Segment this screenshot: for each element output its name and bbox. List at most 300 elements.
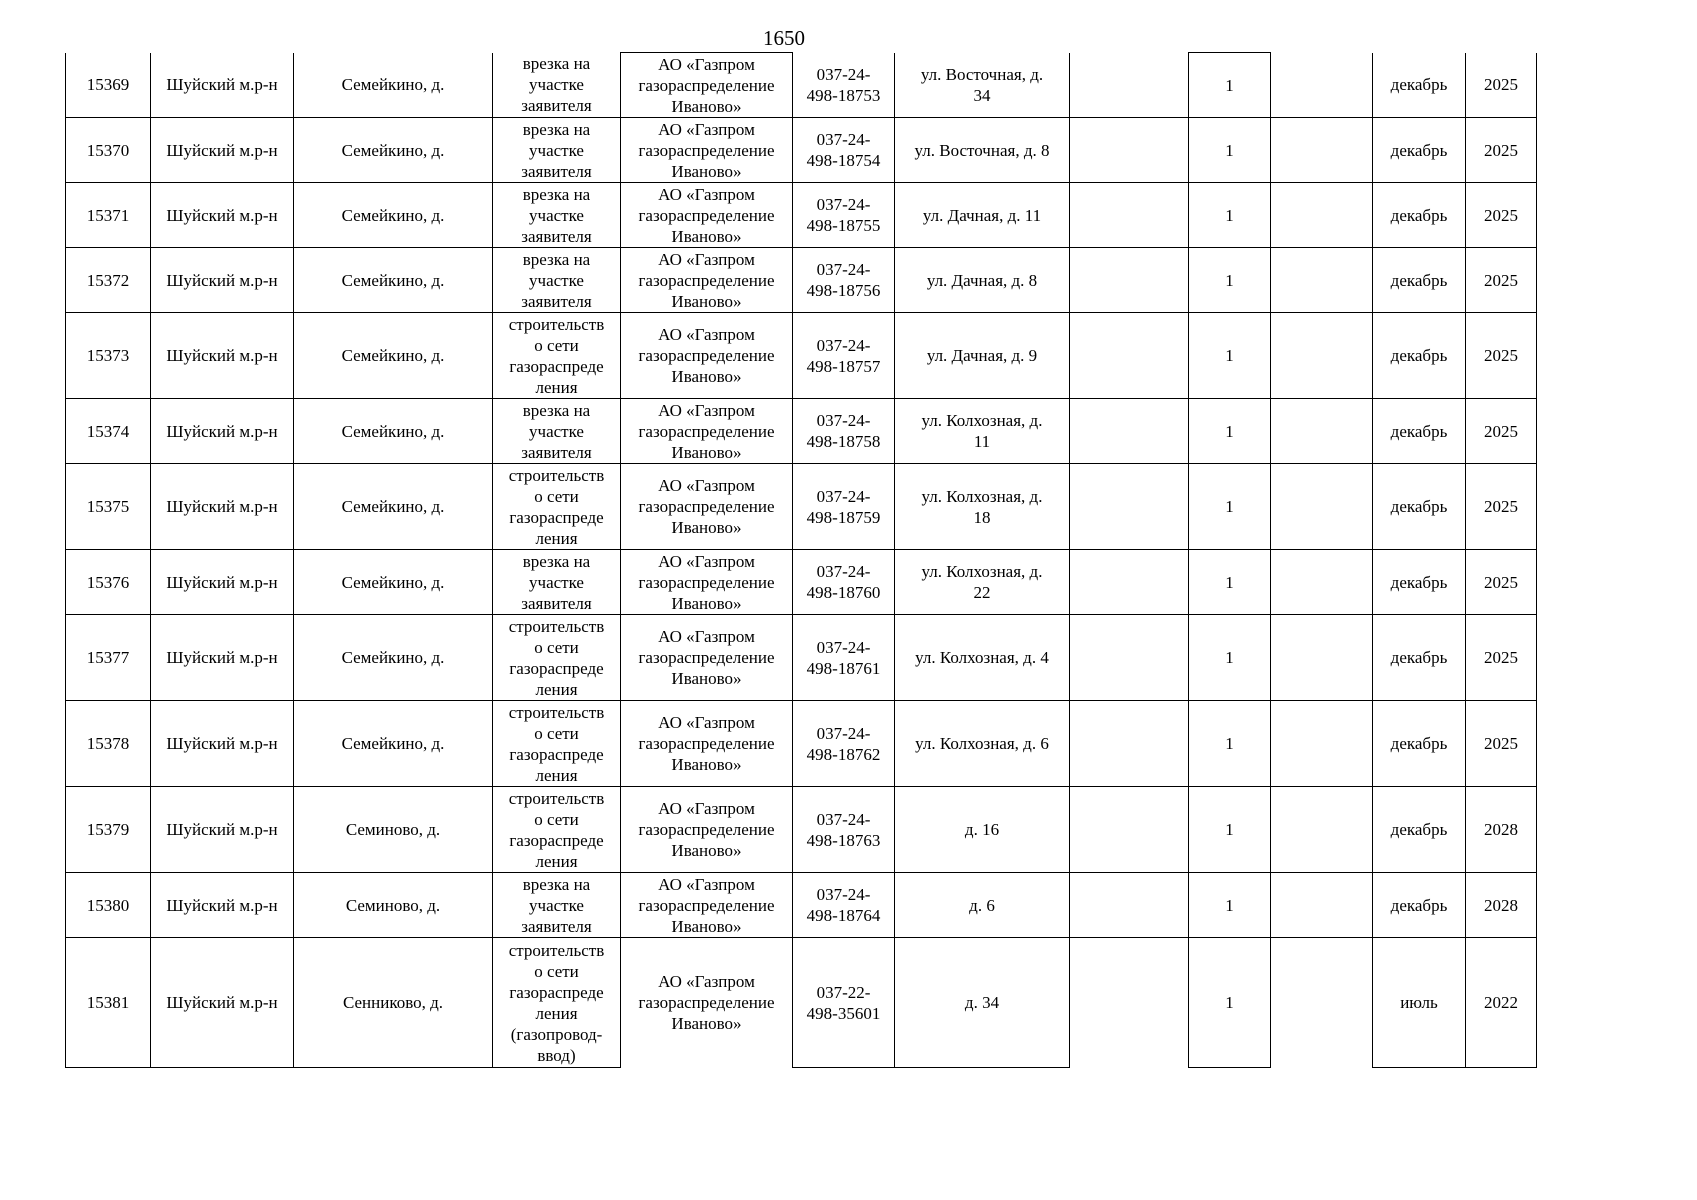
work-type-cell-text: врезка на участке заявителя [521,54,592,116]
district-cell-text: Шуйский м.р-н [166,140,278,160]
district-cell [151,873,294,938]
empty-cell [1271,550,1373,615]
record-number-cell [66,615,151,701]
table-row [66,464,1537,550]
district-cell-text: Шуйский м.р-н [166,421,278,441]
quantity-cell-text: 1 [1225,205,1234,225]
operator-cell [621,313,793,399]
operator-cell-text: АО «Газпром газораспределение Иваново» [638,249,775,311]
operator-cell [621,464,793,550]
operator-cell-text: АО «Газпром газораспределение Иваново» [638,54,775,116]
year-cell-text: 2025 [1484,75,1518,95]
locality-cell-text: Семиново, д. [345,820,441,839]
quantity-cell [1189,550,1271,615]
year-cell-text: 2025 [1484,140,1518,160]
locality-cell [294,118,493,183]
district-cell-text: Шуйский м.р-н [166,346,278,365]
operator-cell [621,787,793,873]
quantity-cell-text: 1 [1225,270,1234,290]
district-cell-text: Шуйский м.р-н [166,75,278,95]
address-cell [895,399,1070,464]
work-type-cell [493,787,621,873]
district-cell-text: Шуйский м.р-н [166,820,278,839]
operator-cell [621,701,793,787]
quantity-cell-text: 1 [1225,497,1234,516]
locality-cell [294,248,493,313]
work-type-cell [493,183,621,248]
record-number-cell-text: 15378 [86,734,130,753]
month-cell-text: декабрь [1390,140,1448,160]
locality-cell-text: Семейкино, д. [341,75,445,95]
registration-code-cell [793,701,895,787]
locality-cell-text: Семейкино, д. [341,140,445,160]
empty-cell [1271,399,1373,464]
month-cell [1373,248,1466,313]
table-row [66,118,1537,183]
registration-code-cell [793,464,895,550]
registration-code-cell [793,313,895,399]
record-number-cell-text: 15374 [86,421,130,441]
record-number-cell-text: 15375 [86,497,130,516]
operator-cell-text: АО «Газпром газораспределение Иваново» [638,799,775,860]
operator-cell [621,399,793,464]
operator-cell-text: АО «Газпром газораспределение Иваново» [638,627,775,688]
record-number-cell-text: 15372 [86,270,130,290]
month-cell [1373,399,1466,464]
registration-code-cell [793,399,895,464]
record-number-cell-text: 15377 [86,648,130,667]
table-row [66,873,1537,938]
empty-cell [1070,183,1189,248]
month-cell [1373,183,1466,248]
locality-cell-text: Сенниково, д. [342,993,444,1012]
district-cell-text: Шуйский м.р-н [166,993,278,1012]
district-cell [151,118,294,183]
registration-code-cell [793,53,895,118]
empty-cell [1271,873,1373,938]
empty-cell [1271,701,1373,787]
locality-cell-text: Семейкино, д. [341,497,445,516]
empty-cell [1271,118,1373,183]
registration-code-cell [793,615,895,701]
record-number-cell [66,464,151,550]
quantity-cell-text: 1 [1225,648,1234,667]
work-type-cell [493,399,621,464]
record-number-cell-text: 15373 [86,346,130,365]
locality-cell-text: Семейкино, д. [341,648,445,667]
quantity-cell [1189,183,1271,248]
year-cell-text: 2025 [1484,205,1518,225]
year-cell-text: 2028 [1484,820,1518,839]
address-cell [895,118,1070,183]
district-cell-text: Шуйский м.р-н [166,648,278,667]
locality-cell [294,550,493,615]
record-number-cell-text: 15379 [86,820,130,839]
locality-cell-text: Семейкино, д. [341,421,445,441]
quantity-cell [1189,615,1271,701]
record-number-cell [66,248,151,313]
year-cell [1466,464,1537,550]
year-cell [1466,550,1537,615]
empty-cell [1070,550,1189,615]
district-cell [151,938,294,1068]
locality-cell [294,938,493,1068]
month-cell-text: декабрь [1390,75,1448,95]
work-type-cell-text: строительств о сети газораспреде ления (газопровод- ввод) [508,940,605,1065]
locality-cell [294,464,493,550]
record-number-cell [66,53,151,118]
year-cell [1466,53,1537,118]
record-number-cell [66,873,151,938]
district-cell-text: Шуйский м.р-н [166,497,278,516]
district-cell [151,550,294,615]
registration-code-cell-text: 037-24- 498-18763 [806,809,881,850]
registration-code-cell-text: 037-24- 498-18759 [806,486,881,527]
district-cell [151,53,294,118]
operator-cell-text: АО «Газпром газораспределение Иваново» [638,551,775,613]
month-cell-text: декабрь [1390,497,1448,516]
work-type-cell [493,938,621,1068]
work-type-cell [493,701,621,787]
operator-cell [621,53,793,118]
table-row [66,787,1537,873]
year-cell-text: 2025 [1484,270,1518,290]
empty-cell [1070,615,1189,701]
year-cell [1466,118,1537,183]
district-cell [151,183,294,248]
address-cell-text: ул. Колхозная, д. 18 [921,486,1043,527]
quantity-cell-text: 1 [1225,993,1234,1012]
address-cell [895,615,1070,701]
registration-code-cell-text: 037-22- 498-35601 [806,982,881,1023]
table-row [66,183,1537,248]
locality-cell-text: Семейкино, д. [341,346,445,365]
registration-code-cell [793,938,895,1068]
record-number-cell [66,787,151,873]
address-cell [895,787,1070,873]
work-type-cell-text: строительств о сети газораспреде ления [508,314,605,397]
operator-cell-text: АО «Газпром газораспределение Иваново» [638,325,775,386]
record-number-cell [66,313,151,399]
record-number-cell [66,938,151,1068]
quantity-cell [1189,938,1271,1068]
work-type-cell-text: строительств о сети газораспреде ления [508,616,605,699]
work-type-cell [493,248,621,313]
operator-cell-text: АО «Газпром газораспределение Иваново» [638,972,775,1034]
month-cell-text: декабрь [1390,346,1448,365]
address-cell-text: ул. Колхозная, д. 6 [915,734,1049,753]
work-type-cell-text: строительств о сети газораспреде ления [508,788,605,871]
quantity-cell-text: 1 [1225,421,1234,441]
locality-cell [294,701,493,787]
operator-cell [621,118,793,183]
work-type-cell-text: врезка на участке заявителя [521,400,592,462]
operator-cell [621,873,793,938]
empty-cell [1070,313,1189,399]
month-cell [1373,313,1466,399]
empty-cell [1271,464,1373,550]
table-row [66,313,1537,399]
year-cell-text: 2025 [1484,346,1518,365]
address-cell [895,464,1070,550]
record-number-cell [66,118,151,183]
locality-cell [294,313,493,399]
registration-code-cell-text: 037-24- 498-18753 [806,64,881,105]
operator-cell-text: АО «Газпром газораспределение Иваново» [638,400,775,462]
registration-code-cell [793,873,895,938]
locality-cell-text: Семейкино, д. [341,734,445,753]
table-row [66,938,1537,1068]
locality-cell-text: Семейкино, д. [341,572,445,592]
operator-cell-text: АО «Газпром газораспределение Иваново» [638,184,775,246]
registration-code-cell-text: 037-24- 498-18764 [806,885,881,925]
empty-cell [1271,313,1373,399]
empty-cell [1070,873,1189,938]
district-cell-text: Шуйский м.р-н [166,572,278,592]
year-cell-text: 2025 [1484,734,1518,753]
work-type-cell [493,550,621,615]
year-cell [1466,183,1537,248]
quantity-cell-text: 1 [1225,895,1234,915]
record-number-cell [66,550,151,615]
address-cell-text: д. 34 [964,993,1000,1012]
locality-cell [294,787,493,873]
address-cell-text: ул. Дачная, д. 11 [922,205,1042,225]
work-type-cell [493,873,621,938]
work-type-cell-text: врезка на участке заявителя [521,184,592,246]
address-cell-text: ул. Дачная, д. 8 [926,270,1038,290]
empty-cell [1271,248,1373,313]
locality-cell-text: Семейкино, д. [341,205,445,225]
empty-cell [1070,118,1189,183]
operator-cell [621,615,793,701]
address-cell [895,313,1070,399]
record-number-cell-text: 15370 [86,140,130,160]
year-cell [1466,787,1537,873]
address-cell [895,701,1070,787]
operator-cell [621,938,793,1068]
address-cell-text: д. 16 [964,820,1000,839]
record-number-cell [66,399,151,464]
record-number-cell-text: 15381 [86,993,130,1012]
table-row [66,53,1537,118]
month-cell [1373,464,1466,550]
work-type-cell-text: врезка на участке заявителя [521,551,592,613]
district-cell [151,313,294,399]
record-number-cell [66,183,151,248]
year-cell [1466,701,1537,787]
work-type-cell-text: врезка на участке заявителя [521,249,592,311]
year-cell-text: 2025 [1484,421,1518,441]
locality-cell [294,183,493,248]
registration-code-cell-text: 037-24- 498-18755 [806,195,881,235]
operator-cell [621,248,793,313]
empty-cell [1070,53,1189,118]
work-type-cell [493,464,621,550]
address-cell [895,248,1070,313]
quantity-cell [1189,118,1271,183]
quantity-cell-text: 1 [1225,820,1234,839]
operator-cell-text: АО «Газпром газораспределение Иваново» [638,713,775,774]
quantity-cell-text: 1 [1225,346,1234,365]
locality-cell [294,53,493,118]
year-cell [1466,313,1537,399]
empty-cell [1271,615,1373,701]
month-cell [1373,118,1466,183]
registration-code-cell-text: 037-24- 498-18757 [806,335,881,376]
record-number-cell-text: 15380 [86,895,130,915]
operator-cell-text: АО «Газпром газораспределение Иваново» [638,119,775,181]
month-cell-text: декабрь [1390,820,1448,839]
district-cell-text: Шуйский м.р-н [166,205,278,225]
month-cell-text: декабрь [1390,648,1448,667]
district-cell-text: Шуйский м.р-н [166,270,278,290]
operator-cell-text: АО «Газпром газораспределение Иваново» [638,476,775,537]
operator-cell-text: АО «Газпром газораспределение Иваново» [638,874,775,936]
month-cell-text: июль [1400,993,1438,1012]
year-cell-text: 2025 [1484,572,1518,592]
empty-cell [1070,464,1189,550]
year-cell-text: 2025 [1484,497,1518,516]
registry-body [66,53,1537,1068]
district-cell [151,615,294,701]
empty-cell [1271,787,1373,873]
table-row [66,399,1537,464]
district-cell [151,248,294,313]
operator-cell [621,550,793,615]
registration-code-cell [793,183,895,248]
month-cell [1373,615,1466,701]
registration-code-cell-text: 037-24- 498-18756 [806,260,881,300]
quantity-cell-text: 1 [1225,734,1234,753]
address-cell-text: ул. Колхозная, д. 4 [915,648,1049,667]
month-cell [1373,53,1466,118]
registration-code-cell [793,787,895,873]
quantity-cell [1189,313,1271,399]
address-cell-text: д. 6 [969,895,995,915]
registration-code-cell [793,550,895,615]
quantity-cell-text: 1 [1225,140,1234,160]
work-type-cell [493,313,621,399]
empty-cell [1070,399,1189,464]
registry-table [65,52,1537,1068]
registration-code-cell [793,248,895,313]
record-number-cell [66,701,151,787]
month-cell-text: декабрь [1390,205,1448,225]
address-cell [895,938,1070,1068]
month-cell [1373,701,1466,787]
year-cell-text: 2022 [1484,993,1518,1012]
quantity-cell [1189,248,1271,313]
page-number: 1650 [763,26,805,50]
empty-cell [1070,248,1189,313]
work-type-cell [493,118,621,183]
address-cell-text: ул. Колхозная, д. 11 [921,411,1043,451]
quantity-cell [1189,464,1271,550]
district-cell [151,464,294,550]
month-cell [1373,873,1466,938]
address-cell [895,53,1070,118]
locality-cell [294,873,493,938]
work-type-cell-text: строительств о сети газораспреде ления [508,465,605,548]
registration-code-cell-text: 037-24- 498-18761 [806,637,881,678]
table-row [66,248,1537,313]
registration-code-cell-text: 037-24- 498-18762 [806,723,881,764]
empty-cell [1271,183,1373,248]
record-number-cell-text: 15369 [86,75,130,95]
month-cell-text: декабрь [1390,572,1448,592]
month-cell [1373,938,1466,1068]
quantity-cell-text: 1 [1225,572,1234,592]
quantity-cell [1189,787,1271,873]
address-cell-text: ул. Колхозная, д. 22 [921,562,1043,602]
year-cell [1466,873,1537,938]
locality-cell-text: Семейкино, д. [341,270,445,290]
work-type-cell [493,53,621,118]
quantity-cell [1189,701,1271,787]
address-cell [895,183,1070,248]
district-cell [151,701,294,787]
record-number-cell-text: 15376 [86,572,130,592]
month-cell-text: декабрь [1390,734,1448,753]
registration-code-cell-text: 037-24- 498-18758 [806,411,881,451]
month-cell-text: декабрь [1390,895,1448,915]
work-type-cell-text: строительств о сети газораспреде ления [508,702,605,785]
year-cell [1466,615,1537,701]
month-cell [1373,550,1466,615]
month-cell-text: декабрь [1390,270,1448,290]
address-cell-text: ул. Дачная, д. 9 [926,346,1038,365]
year-cell-text: 2025 [1484,648,1518,667]
work-type-cell-text: врезка на участке заявителя [521,874,592,936]
locality-cell [294,399,493,464]
table-row [66,615,1537,701]
district-cell-text: Шуйский м.р-н [166,734,278,753]
registration-code-cell-text: 037-24- 498-18760 [806,562,881,602]
work-type-cell-text: врезка на участке заявителя [521,119,592,181]
year-cell [1466,938,1537,1068]
empty-cell [1070,701,1189,787]
address-cell-text: ул. Восточная, д. 34 [920,64,1044,105]
year-cell [1466,399,1537,464]
year-cell-text: 2028 [1484,895,1518,915]
address-cell [895,873,1070,938]
quantity-cell [1189,53,1271,118]
table-row [66,701,1537,787]
registration-code-cell [793,118,895,183]
district-cell-text: Шуйский м.р-н [166,895,278,915]
address-cell-text: ул. Восточная, д. 8 [914,140,1050,160]
month-cell [1373,787,1466,873]
locality-cell-text: Семиново, д. [345,895,441,915]
record-number-cell-text: 15371 [86,205,130,225]
quantity-cell-text: 1 [1225,75,1234,95]
address-cell [895,550,1070,615]
empty-cell [1070,787,1189,873]
work-type-cell [493,615,621,701]
quantity-cell [1189,399,1271,464]
registration-code-cell-text: 037-24- 498-18754 [806,130,881,170]
empty-cell [1271,53,1373,118]
month-cell-text: декабрь [1390,421,1448,441]
locality-cell [294,615,493,701]
district-cell [151,399,294,464]
empty-cell [1070,938,1189,1068]
empty-cell [1271,938,1373,1068]
year-cell [1466,248,1537,313]
district-cell [151,787,294,873]
operator-cell [621,183,793,248]
